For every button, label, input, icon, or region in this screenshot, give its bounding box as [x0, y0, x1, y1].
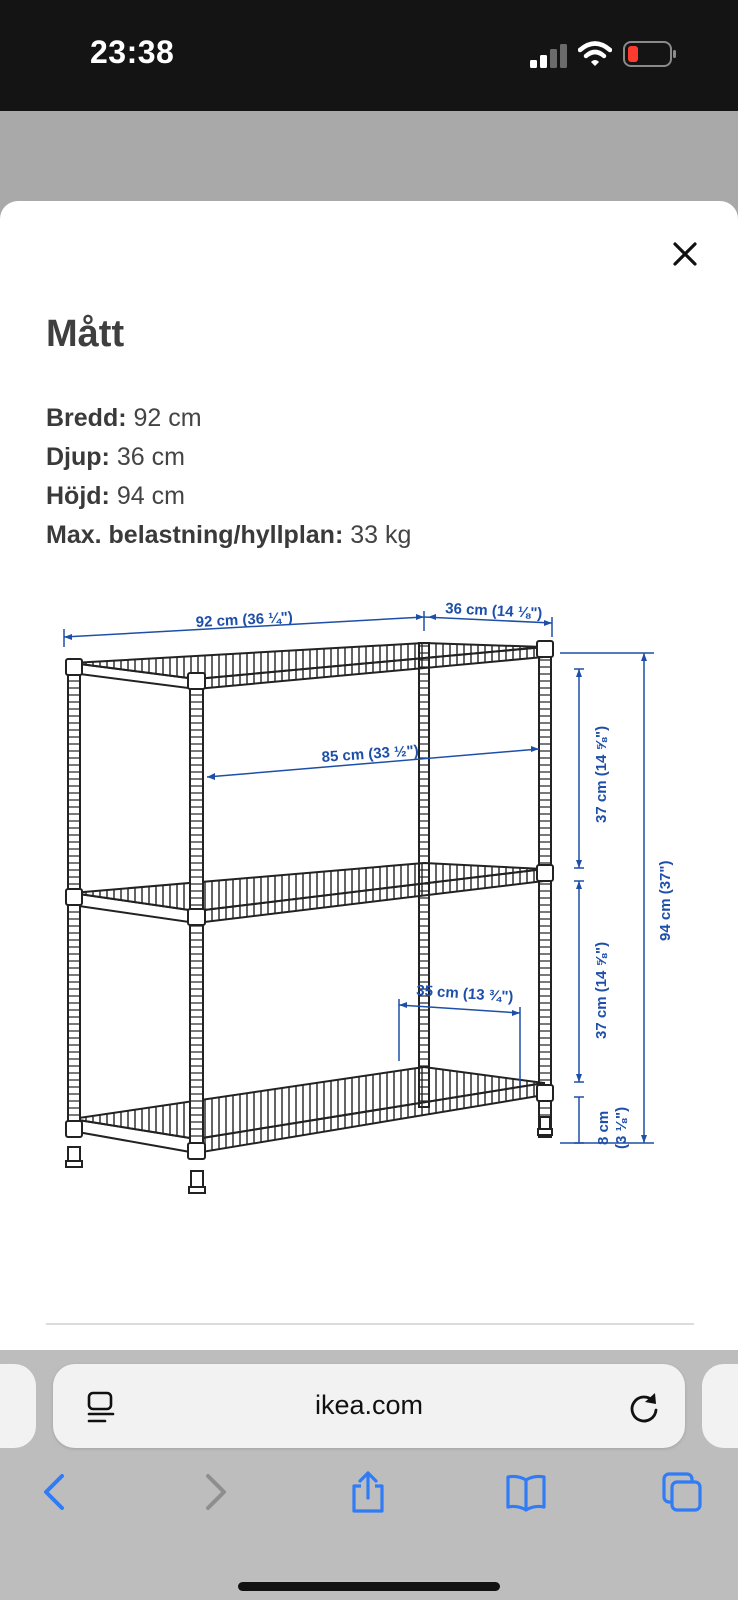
shelf-gap-bottom-label: 37 cm (14 ⅝")	[593, 941, 610, 1039]
foot-height-label: 8 cm	[595, 1110, 612, 1145]
sheet-title: Mått	[46, 313, 125, 355]
home-indicator[interactable]	[238, 1582, 500, 1591]
dimensions-sheet	[0, 201, 738, 1350]
shelf-dimension-diagram	[50, 591, 700, 1251]
spec-label: Max. belastning/hyllplan:	[46, 521, 344, 549]
chevron-left-icon	[34, 1470, 78, 1514]
depth-label: 36 cm (14 ⅛")	[444, 600, 543, 623]
width-label: 92 cm (36 ¼")	[195, 608, 294, 631]
shelf-gap-top-label: 37 cm (14 ⅝")	[593, 725, 610, 823]
spec-label: Höjd:	[46, 482, 110, 510]
spec-value: 92 cm	[133, 404, 202, 432]
url-text[interactable]: ikea.com	[314, 1390, 424, 1420]
shelf-bottom	[72, 1067, 544, 1153]
spec-label: Bredd:	[46, 404, 127, 432]
book-icon	[504, 1470, 548, 1514]
forward-button[interactable]	[190, 1468, 238, 1516]
spec-label: Djup:	[46, 443, 110, 471]
browser-toolbar	[0, 1350, 738, 1600]
spec-width	[46, 399, 411, 438]
dimmed-page-background	[0, 111, 738, 201]
total-height-label: 94 cm (37")	[657, 860, 674, 941]
close-button[interactable]	[662, 231, 708, 277]
shelf-top	[72, 643, 544, 689]
inner-depth-label: 35 cm (13 ¾")	[415, 982, 514, 1006]
shelf-frame	[66, 641, 553, 1193]
tabs-icon	[660, 1470, 704, 1514]
status-time: 23:38	[90, 34, 175, 70]
wifi-icon	[578, 40, 612, 68]
status-bar	[0, 0, 738, 111]
back-button[interactable]	[32, 1468, 80, 1516]
address-bar[interactable]	[53, 1364, 685, 1448]
spec-value: 94 cm	[116, 482, 185, 510]
next-tab-preview[interactable]	[702, 1364, 738, 1448]
chevron-right-icon	[192, 1470, 236, 1514]
previous-tab-preview[interactable]	[0, 1364, 36, 1448]
dimension-specs	[46, 399, 411, 555]
spec-value: 33 kg	[350, 521, 412, 549]
share-button[interactable]	[344, 1468, 392, 1516]
spec-max-load	[46, 516, 411, 555]
shelf-middle	[72, 863, 544, 923]
foot-height-inch-label: (3 ⅛")	[613, 1106, 630, 1149]
section-divider	[46, 1323, 694, 1325]
spec-value: 36 cm	[116, 443, 185, 471]
reload-icon[interactable]	[627, 1389, 661, 1425]
battery-low-icon	[623, 40, 677, 68]
share-icon	[346, 1470, 390, 1514]
cellular-signal-icon	[530, 44, 568, 68]
inner-width-label: 85 cm (33 ½")	[321, 742, 420, 766]
bookmarks-button[interactable]	[502, 1468, 550, 1516]
tabs-button[interactable]	[658, 1468, 706, 1516]
close-icon	[671, 240, 699, 268]
spec-depth	[46, 438, 411, 477]
spec-height	[46, 477, 411, 516]
